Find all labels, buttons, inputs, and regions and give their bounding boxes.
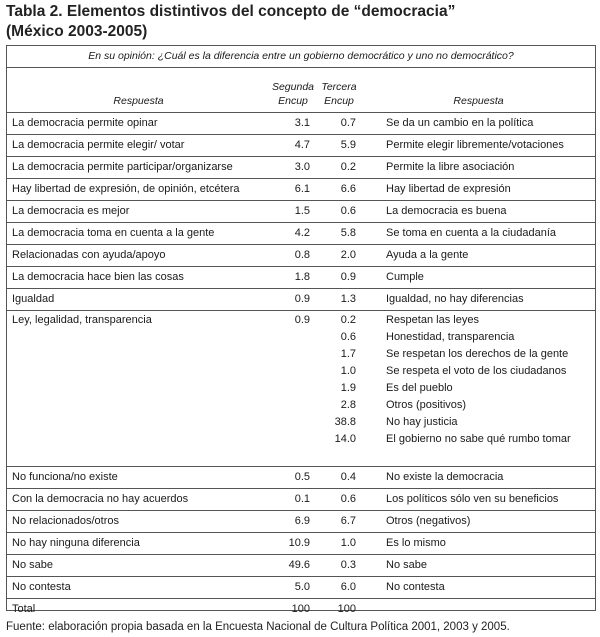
cell-respuesta-tercera: Otros (negativos) <box>386 514 471 527</box>
cell-respuesta-tercera: Se toma en cuenta a la ciudadanía <box>386 226 557 239</box>
cell-tercera-value: 0.4 <box>340 470 356 483</box>
cell-total-tercera: 100 <box>337 602 356 615</box>
source-note: Fuente: elaboración propia basada en la Encuesta Nacional de Cultura Política 2001, 2003 y 2005. <box>6 621 510 633</box>
cell-respuesta-tercera: Hay libertad de expresión <box>386 182 511 195</box>
cell-respuesta-tercera: No contesta <box>386 580 445 593</box>
sub-respuesta: Respetan las leyes <box>386 313 479 326</box>
cell-segunda-value: 5.0 <box>294 580 310 593</box>
table-row-total <box>7 598 595 620</box>
cell-tercera-value: 5.9 <box>340 138 356 151</box>
cell-tercera-value: 2.0 <box>340 248 356 261</box>
cell-tercera-value: 0.3 <box>340 558 356 571</box>
cell-segunda-value: 10.9 <box>288 536 310 549</box>
cell-segunda-value: 0.9 <box>294 313 310 326</box>
cell-respuesta-tercera: Permite la libre asociación <box>386 160 515 173</box>
cell-total-segunda: 100 <box>291 602 310 615</box>
cell-tercera-value: 1.3 <box>340 292 356 305</box>
cell-segunda-value: 6.1 <box>294 182 310 195</box>
cell-respuesta-tercera: Es lo mismo <box>386 536 446 549</box>
header-segunda-line1: Segunda <box>271 80 315 93</box>
table-row <box>7 112 595 134</box>
cell-segunda-value: 0.8 <box>294 248 310 261</box>
cell-respuesta-tercera: No sabe <box>386 558 427 571</box>
cell-respuesta-segunda: No contesta <box>12 580 71 593</box>
cell-respuesta-segunda: Con la democracia no hay acuerdos <box>12 492 189 505</box>
cell-respuesta-tercera: Los políticos sólo ven su beneficios <box>386 492 559 505</box>
cell-respuesta-segunda: Hay libertad de expresión, de opinión, etcétera <box>12 182 240 195</box>
cell-segunda-value: 1.8 <box>294 270 310 283</box>
sub-value: 2.8 <box>340 398 356 411</box>
sub-respuesta: No hay justicia <box>386 415 458 428</box>
cell-respuesta-segunda: No sabe <box>12 558 53 571</box>
cell-respuesta-segunda: No funciona/no existe <box>12 470 118 483</box>
cell-respuesta-segunda: No hay ninguna diferencia <box>12 536 140 549</box>
cell-segunda-value: 4.2 <box>294 226 310 239</box>
cell-segunda-value: 0.9 <box>294 292 310 305</box>
sub-respuesta: El gobierno no sabe qué rumbo tomar <box>386 432 571 445</box>
sub-value: 0.6 <box>340 330 356 343</box>
cell-respuesta-tercera: Permite elegir libremente/votaciones <box>386 138 564 151</box>
cell-segunda-value: 4.7 <box>294 138 310 151</box>
table-row <box>7 244 595 266</box>
sub-respuesta: Se respeta el voto de los ciudadanos <box>386 364 567 377</box>
data-table <box>7 75 595 620</box>
table-row-ley-legalidad <box>7 310 595 466</box>
header-tercera-line1: Tercera <box>321 80 357 93</box>
table-row <box>7 134 595 156</box>
sub-value: 38.8 <box>334 415 356 428</box>
cell-respuesta-tercera: Se da un cambio en la política <box>386 116 534 129</box>
sub-respuesta: Honestidad, transparencia <box>386 330 515 343</box>
cell-tercera-value: 6.7 <box>340 514 356 527</box>
cell-respuesta-segunda: La democracia hace bien las cosas <box>12 270 184 283</box>
header-respuesta-right: Respuesta <box>453 94 504 107</box>
header-row <box>7 75 595 112</box>
cell-tercera-values <box>316 310 362 466</box>
cell-tercera-value: 5.8 <box>340 226 356 239</box>
table-row <box>7 576 595 598</box>
header-tercera-line2: Encup <box>324 94 354 107</box>
table-row <box>7 156 595 178</box>
sub-respuesta: Es del pueblo <box>386 381 453 394</box>
table-row <box>7 554 595 576</box>
header-respuesta-left: Respuesta <box>113 94 164 107</box>
cell-respuesta-tercera-list <box>362 310 595 466</box>
cell-tercera-value: 6.0 <box>340 580 356 593</box>
cell-respuesta-segunda: La democracia toma en cuenta a la gente <box>12 226 215 239</box>
cell-tercera-value: 1.0 <box>340 536 356 549</box>
sub-value: 14.0 <box>334 432 356 445</box>
cell-segunda-value: 3.1 <box>294 116 310 129</box>
cell-respuesta-tercera: Cumple <box>386 270 424 283</box>
cell-respuesta-segunda: La democracia permite participar/organizarse <box>12 160 233 173</box>
table-row <box>7 488 595 510</box>
cell-respuesta-segunda: La democracia es mejor <box>12 204 130 217</box>
table-row <box>7 510 595 532</box>
sub-value: 0.2 <box>340 313 356 326</box>
table-title-line-1: Tabla 2. Elementos distintivos del concepto de “democracia” <box>6 3 456 20</box>
sub-respuesta: Se respetan los derechos de la gente <box>386 347 569 360</box>
cell-respuesta-tercera: Igualdad, no hay diferencias <box>386 292 524 305</box>
cell-tercera-value: 6.6 <box>340 182 356 195</box>
cell-segunda-value: 1.5 <box>294 204 310 217</box>
cell-segunda-value: 0.5 <box>294 470 310 483</box>
cell-respuesta-segunda: La democracia permite elegir/ votar <box>12 138 185 151</box>
table-row <box>7 178 595 200</box>
table-row <box>7 200 595 222</box>
cell-tercera-value: 0.6 <box>340 204 356 217</box>
cell-tercera-value: 0.6 <box>340 492 356 505</box>
cell-segunda-value: 0.1 <box>294 492 310 505</box>
cell-respuesta-segunda: No relacionados/otros <box>12 514 120 527</box>
cell-segunda-value: 3.0 <box>294 160 310 173</box>
sub-respuesta: Otros (positivos) <box>386 398 467 411</box>
survey-question: En su opinión: ¿Cuál es la diferencia entre un gobierno democrático y uno no democrático? <box>7 46 595 68</box>
header-tercera-encup <box>316 75 362 112</box>
table-title <box>6 2 596 42</box>
table-row <box>7 266 595 288</box>
table-frame <box>6 45 596 615</box>
cell-respuesta-tercera: No existe la democracia <box>386 470 504 483</box>
sub-value: 1.7 <box>340 347 356 360</box>
cell-respuesta-segunda: Relacionadas con ayuda/apoyo <box>12 248 166 261</box>
table-row <box>7 466 595 488</box>
sub-value: 1.9 <box>340 381 356 394</box>
table-row <box>7 288 595 310</box>
table-row <box>7 222 595 244</box>
cell-total-label: Total <box>12 602 36 615</box>
table-row <box>7 532 595 554</box>
cell-respuesta-segunda: La democracia permite opinar <box>12 116 158 129</box>
cell-respuesta-segunda: Igualdad <box>12 292 55 305</box>
cell-tercera-value: 0.9 <box>340 270 356 283</box>
cell-total-empty <box>362 598 595 620</box>
cell-segunda-value: 49.6 <box>288 558 310 571</box>
cell-respuesta-tercera: Ayuda a la gente <box>386 248 469 261</box>
header-segunda-encup <box>270 75 316 112</box>
header-segunda-line2: Encup <box>278 94 308 107</box>
cell-respuesta-tercera: La democracia es buena <box>386 204 507 217</box>
table-title-line-2: (México 2003-2005) <box>6 23 148 40</box>
cell-tercera-value: 0.7 <box>340 116 356 129</box>
sub-value: 1.0 <box>340 364 356 377</box>
cell-tercera-value: 0.2 <box>340 160 356 173</box>
cell-respuesta-segunda: Ley, legalidad, transparencia <box>12 313 152 326</box>
cell-segunda-value: 6.9 <box>294 514 310 527</box>
